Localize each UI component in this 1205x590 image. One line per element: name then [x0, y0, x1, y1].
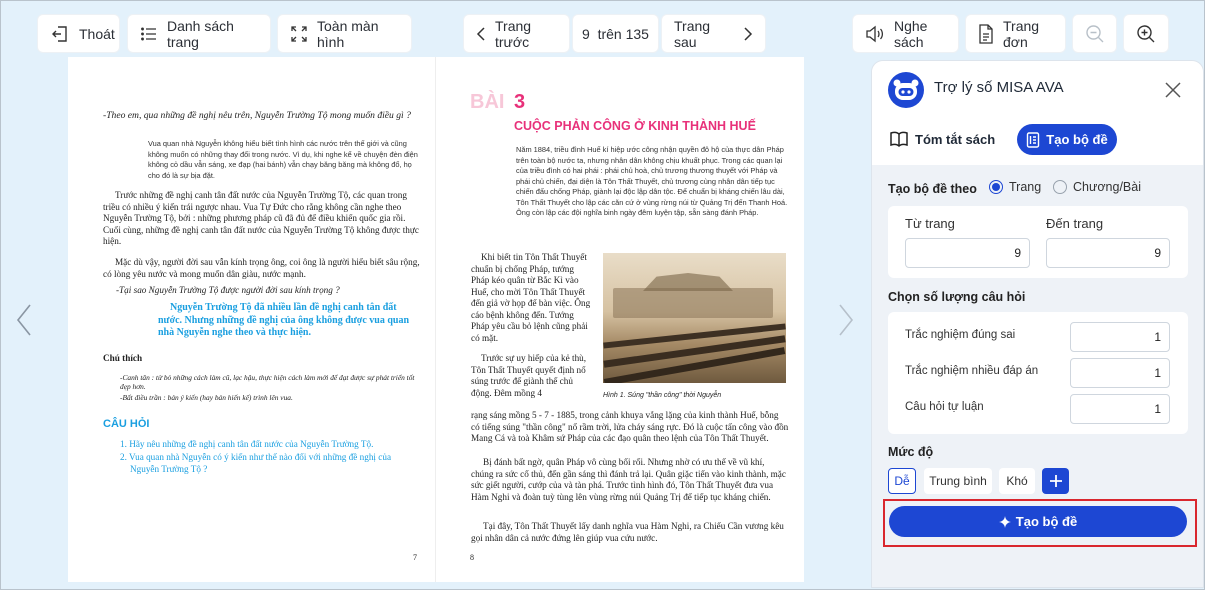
list-icon: [140, 25, 158, 43]
radio-by-chapter[interactable]: [1053, 180, 1141, 194]
tab-summary-label: Tóm tắt sách: [915, 131, 996, 147]
page-indicator-text: 9 trên 135: [582, 25, 649, 42]
summary-text: Nguyễn Trường Tộ đã nhiều lần đề nghị canh tân đất nước. Nhưng những đề nghị của ông không được vua quan nhà Nguyễn nghe theo và thực hiện.: [158, 302, 410, 338]
tab-create-quiz[interactable]: [1017, 124, 1117, 155]
fullscreen-button[interactable]: [277, 14, 412, 53]
notes-heading: Chú thích: [103, 353, 143, 363]
page-list-label: Danh sách trang: [167, 17, 234, 50]
question-count-heading: Chọn số lượng câu hỏi: [888, 290, 1026, 304]
zoom-out-button[interactable]: [1072, 14, 1117, 53]
radio-by-page-label: Trang: [1009, 180, 1042, 194]
tab-create-quiz-label: Tạo bộ đề: [1046, 132, 1108, 147]
robot-icon: [892, 78, 920, 102]
single-page-button[interactable]: [965, 14, 1066, 53]
questions-heading: CÂU HỎI: [103, 418, 150, 430]
multiple-choice-count-input[interactable]: 1: [1070, 358, 1170, 388]
level-easy-chip[interactable]: Dễ: [888, 468, 916, 494]
question-count-card: [888, 312, 1188, 434]
book-page-right: [436, 57, 804, 582]
from-page-label: Từ trang: [905, 216, 955, 231]
chevron-left-icon: [16, 303, 32, 337]
quote-text: Vua quan nhà Nguyễn không hiểu biết tình hình các nước trên thế giới và cũng không muốn có những thay đổi trong nước. Vì dụ, khi nghe kể về chuyện đèn điện không cỏ dầu vẫn sáng, xe đạp (hai bánh) vẫn chạy băng băng mà không đổ, họ cho đó là sự bịa đặt.: [148, 139, 418, 180]
single-page-label: Trang đơn: [1003, 17, 1040, 50]
radio-checked-icon: [989, 180, 1003, 194]
true-false-label: Trắc nghiệm đúng sai: [905, 329, 1016, 341]
book-spread: [68, 57, 804, 582]
lesson-title: CUỘC PHẢN CÔNG Ở KINH THÀNH HUẾ: [514, 119, 756, 133]
zoom-in-button[interactable]: [1123, 14, 1169, 53]
read-aloud-button[interactable]: [852, 14, 959, 53]
speaker-icon: [865, 25, 885, 43]
historical-photo: [603, 253, 786, 383]
generate-quiz-button[interactable]: [889, 506, 1187, 537]
difficulty-heading: Mức độ: [888, 445, 934, 459]
panel-title: Trợ lý số MISA AVA: [934, 79, 1064, 96]
question-text: -Theo em, qua những đề nghị nêu trên, Nguyễn Trường Tộ mong muốn điều gì ?: [103, 110, 411, 121]
document-icon: [978, 24, 994, 44]
fullscreen-label: Toàn màn hình: [317, 17, 379, 50]
assistant-panel: [871, 60, 1204, 588]
page-list-button[interactable]: [127, 14, 271, 53]
question-text: -Tại sao Nguyễn Trường Tộ được người đời sau kính trọng ?: [116, 285, 340, 295]
next-page-button[interactable]: [661, 14, 766, 53]
to-page-input[interactable]: 9: [1046, 238, 1170, 268]
level-hard-chip[interactable]: Khó: [999, 468, 1035, 494]
book-icon: [890, 131, 908, 147]
true-false-count-input[interactable]: 1: [1070, 322, 1170, 352]
chevron-right-icon: [743, 26, 753, 42]
radio-by-chapter-label: Chương/Bài: [1073, 180, 1141, 194]
radio-unchecked-icon: [1053, 180, 1067, 194]
prev-page-label: Trang trước: [495, 17, 532, 50]
note-item: -Canh tân : từ bỏ những cách làm cũ, lạc hậu, thực hiện cách làm mới để đạt được sự phát triển tốt đẹp hơn.: [120, 373, 415, 391]
fullscreen-icon: [290, 25, 308, 43]
chevron-right-icon: [838, 303, 854, 337]
to-page-label: Đến trang: [1046, 216, 1104, 231]
from-page-input[interactable]: 9: [905, 238, 1030, 268]
sparkle-icon: [999, 516, 1011, 528]
page-number: 8: [470, 553, 474, 562]
exit-icon: [50, 24, 70, 44]
book-page-left: [68, 57, 436, 582]
page-range-card: [888, 206, 1188, 278]
paragraph: Trước sự uy hiếp của kẻ thù, Tôn Thất Thuyết quyết định nổ súng trước để giành thế chủ động. Đêm mồng 4: [471, 353, 587, 398]
multiple-choice-label: Trắc nghiệm nhiều đáp án: [905, 365, 1039, 377]
radio-by-page[interactable]: [989, 180, 1041, 194]
next-page-label: Trang sau: [674, 17, 711, 50]
avatar: [888, 72, 924, 108]
document-icon: [1026, 132, 1040, 148]
level-medium-chip[interactable]: Trung bình: [924, 468, 992, 494]
tab-summary[interactable]: [890, 124, 995, 154]
exit-button[interactable]: [37, 14, 120, 53]
prev-spread-arrow[interactable]: [12, 300, 36, 340]
exit-label: Thoát: [79, 25, 115, 42]
question-item: 1. Hãy nêu những đề nghị canh tân đất nước của Nguyễn Trường Tộ.: [120, 439, 374, 449]
paragraph: Bị đánh bất ngờ, quân Pháp vô cùng bối rối. Nhưng nhờ có ưu thế về vũ khí, chúng ra sức cố thủ, đến gần sáng thì đánh trả lại. Quân giặc tiến vào kinh thành, mặc sức giết người, cướp của và tàn phá. Trước tình hình đó, Tôn Thất Thuyết đưa vua Hàm Nghi và đoàn tuỳ tùng lên vùng rừng núi Quảng Trị để tiếp tục kháng chiến.: [471, 457, 786, 502]
photo-caption: Hình 1. Súng "thần công" thời Nguyễn: [603, 392, 722, 399]
question-item: 2. Vua quan nhà Nguyễn có ý kiến như thế nào đối với những đề nghị của Nguyễn Trường Tộ ?: [120, 452, 392, 474]
prev-page-button[interactable]: [463, 14, 570, 53]
lesson-label: BÀI: [470, 91, 505, 113]
page-number: 7: [413, 553, 417, 562]
zoom-in-icon: [1136, 24, 1156, 44]
lesson-number: 3: [514, 91, 526, 113]
intro-text: Năm 1884, triều đình Huế kí hiệp ước công nhận quyền đô hộ của thực dân Pháp trên toàn bộ nước ta, nhưng nhân dân không chịu khuất phục. Trong các quan lại của triều đình có hai phái : phái chủ hoà, chủ trương thương thuyết với Pháp và phái chủ chiến, đại diện là Tôn Thất Thuyết, chủ trương cùng nhân dân tiếp tục chiến đấu chống Pháp, giành lại độc lập dân tộc. Để chuẩn bị kháng chiến lâu dài, Tôn Thất Thuyết cho lập các căn cứ ở vùng rừng núi từ Quảng Trị đến Thanh Hoá. Ông còn lập các đội nghĩa binh ngày đêm luyện tập, sẵn sàng đánh Pháp.: [516, 145, 788, 217]
paragraph: Mặc dù vậy, người đời sau vẫn kính trọng ông, coi ông là người hiểu biết sâu rộng, có lòng yêu nước và mong muốn dân giàu, nước mạnh.: [103, 257, 420, 279]
close-button[interactable]: [1162, 79, 1184, 101]
essay-label: Câu hỏi tự luận: [905, 401, 984, 413]
panel-header: [872, 61, 1203, 165]
essay-count-input[interactable]: 1: [1070, 394, 1170, 424]
read-aloud-label: Nghe sách: [894, 17, 928, 50]
generate-quiz-label: Tạo bộ đề: [1015, 514, 1078, 529]
note-item: -Bất điều trần : bản ý kiến (hay bản hiến kế) trình lên vua.: [120, 393, 293, 402]
chevron-left-icon: [476, 26, 486, 42]
page-indicator[interactable]: [572, 14, 659, 53]
paragraph: Trước những đề nghị canh tân đất nước của Nguyễn Trường Tộ, các quan trong triều có nhiều ý kiến trái ngược nhau. Vua Tự Đức cho rằng không cần nghe theo Nguyễn Trường Tộ, bởi : những phương pháp cũ đã đủ để điều khiển quốc gia rồi. Cuối cùng, những đề nghị canh tân đất nước của Nguyễn Trường Tộ không được thực hiện.: [103, 190, 419, 246]
create-by-label: Tạo bộ đề theo: [888, 182, 977, 196]
add-level-button[interactable]: [1042, 468, 1069, 494]
paragraph: rạng sáng mồng 5 - 7 - 1885, trong cảnh khuya vắng lặng của kinh thành Huế, bỗng có tiếng súng "thần công" nổ rầm trời, lửa cháy sáng rực. Đó là cuộc tấn công vào đồn Mang Cá và toà Khâm sứ Pháp của các đạo quân theo lệnh của Tôn Thất Thuyết.: [471, 410, 789, 443]
paragraph: Tại đây, Tôn Thất Thuyết lấy danh nghĩa vua Hàm Nghi, ra Chiếu Cần vương kêu gọi nhân dân cả nước đứng lên giúp vua cứu nước.: [471, 521, 784, 543]
plus-icon: [1049, 474, 1063, 488]
close-icon: [1165, 82, 1181, 98]
paragraph: Khi biết tin Tôn Thất Thuyết chuẩn bị chống Pháp, tướng Pháp kéo quân từ Bắc Kì vào Huế, cho mời Tôn Thất Thuyết đến giả vờ họp để bàn việc. Ông cáo bệnh không đến. Tướng Pháp yêu cầu bỏ lệnh cũng phải có mặt.: [471, 252, 591, 343]
zoom-out-icon: [1085, 24, 1105, 44]
next-spread-arrow[interactable]: [834, 300, 858, 340]
